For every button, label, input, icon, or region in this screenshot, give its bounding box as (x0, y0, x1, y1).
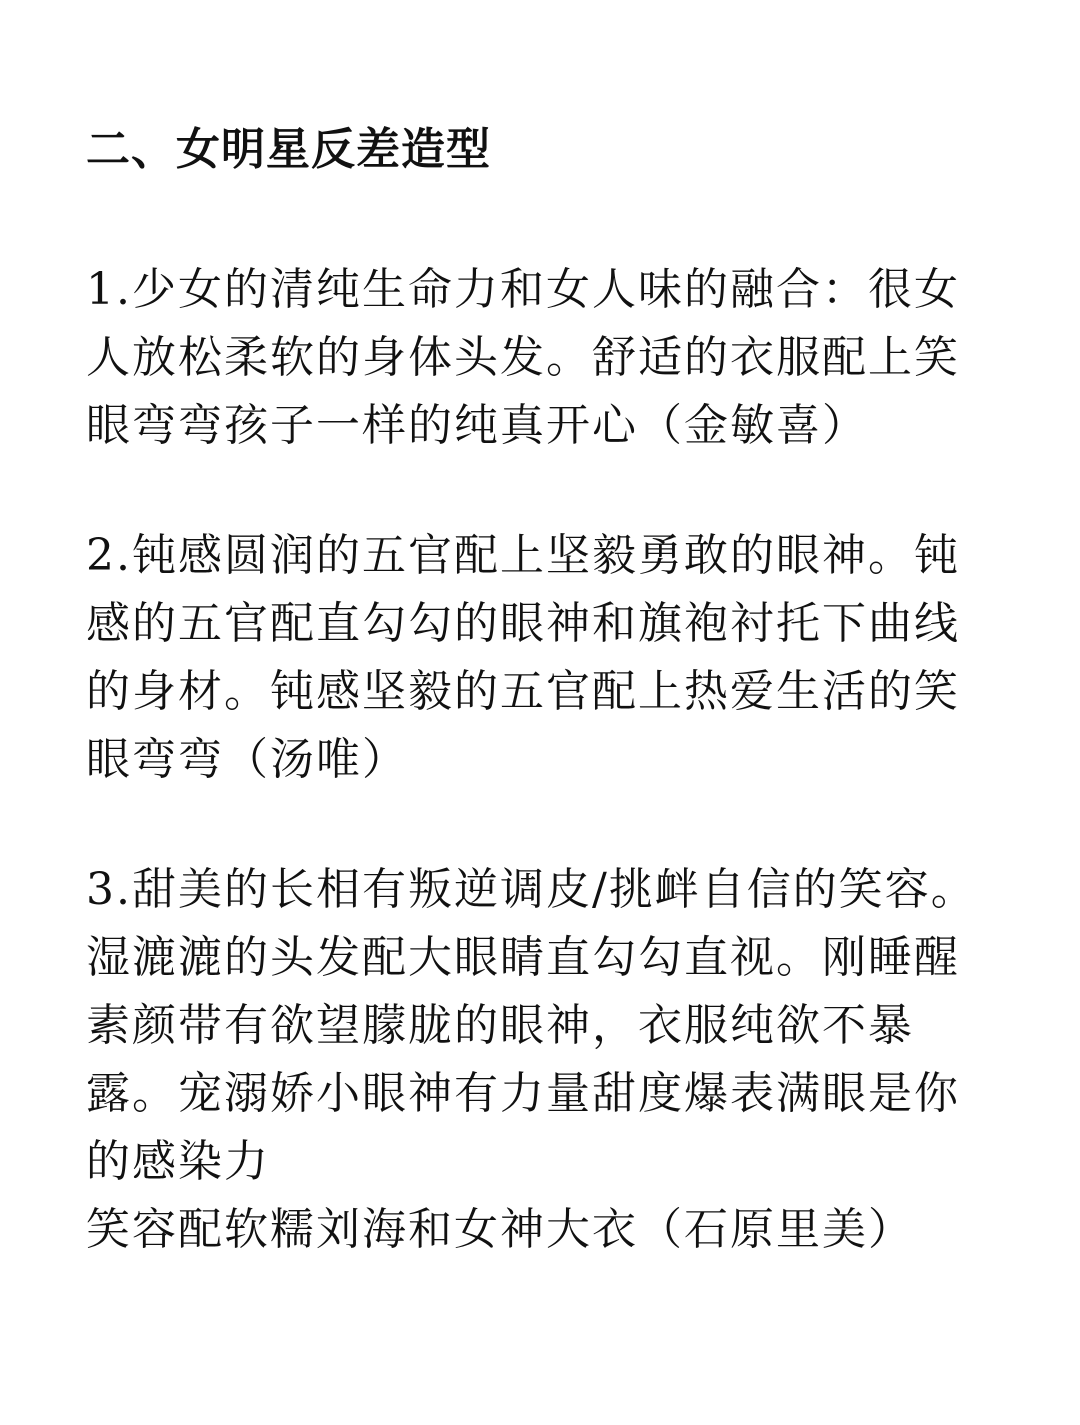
paragraph-3 (86, 856, 1006, 1264)
paragraph-line: 1.少女的清纯生命力和女人味的融合：很女 (86, 264, 960, 315)
paragraph-line: 2.钝感圆润的五官配上坚毅勇敢的眼神。钝 (86, 530, 960, 581)
paragraph-1 (86, 256, 1006, 460)
paragraph-line: 的感染力 (86, 1136, 270, 1187)
paragraph-line: 素颜带有欲望朦胧的眼神，衣服纯欲不暴 (86, 1000, 914, 1051)
paragraph-line: 3.甜美的长相有叛逆调皮/挑衅自信的笑容。 (86, 864, 977, 915)
section-title: 二、女明星反差造型 (86, 124, 491, 175)
paragraph-line: 眼弯弯孩子一样的纯真开心（金敏喜） (86, 400, 868, 451)
paragraph-line: 眼弯弯（汤唯） (86, 734, 408, 785)
paragraph-line: 人放松柔软的身体头发。舒适的衣服配上笑 (86, 332, 960, 383)
paragraph-line: 感的五官配直勾勾的眼神和旗袍衬托下曲线 (86, 598, 960, 649)
paragraph-line: 露。宠溺娇小眼神有力量甜度爆表满眼是你 (86, 1068, 960, 1119)
paragraph-line: 的身材。钝感坚毅的五官配上热爱生活的笑 (86, 666, 960, 717)
paragraph-2 (86, 522, 1006, 794)
paragraph-line: 湿漉漉的头发配大眼睛直勾勾直视。刚睡醒 (86, 932, 960, 983)
paragraph-line: 笑容配软糯刘海和女神大衣（石原里美） (86, 1204, 914, 1255)
